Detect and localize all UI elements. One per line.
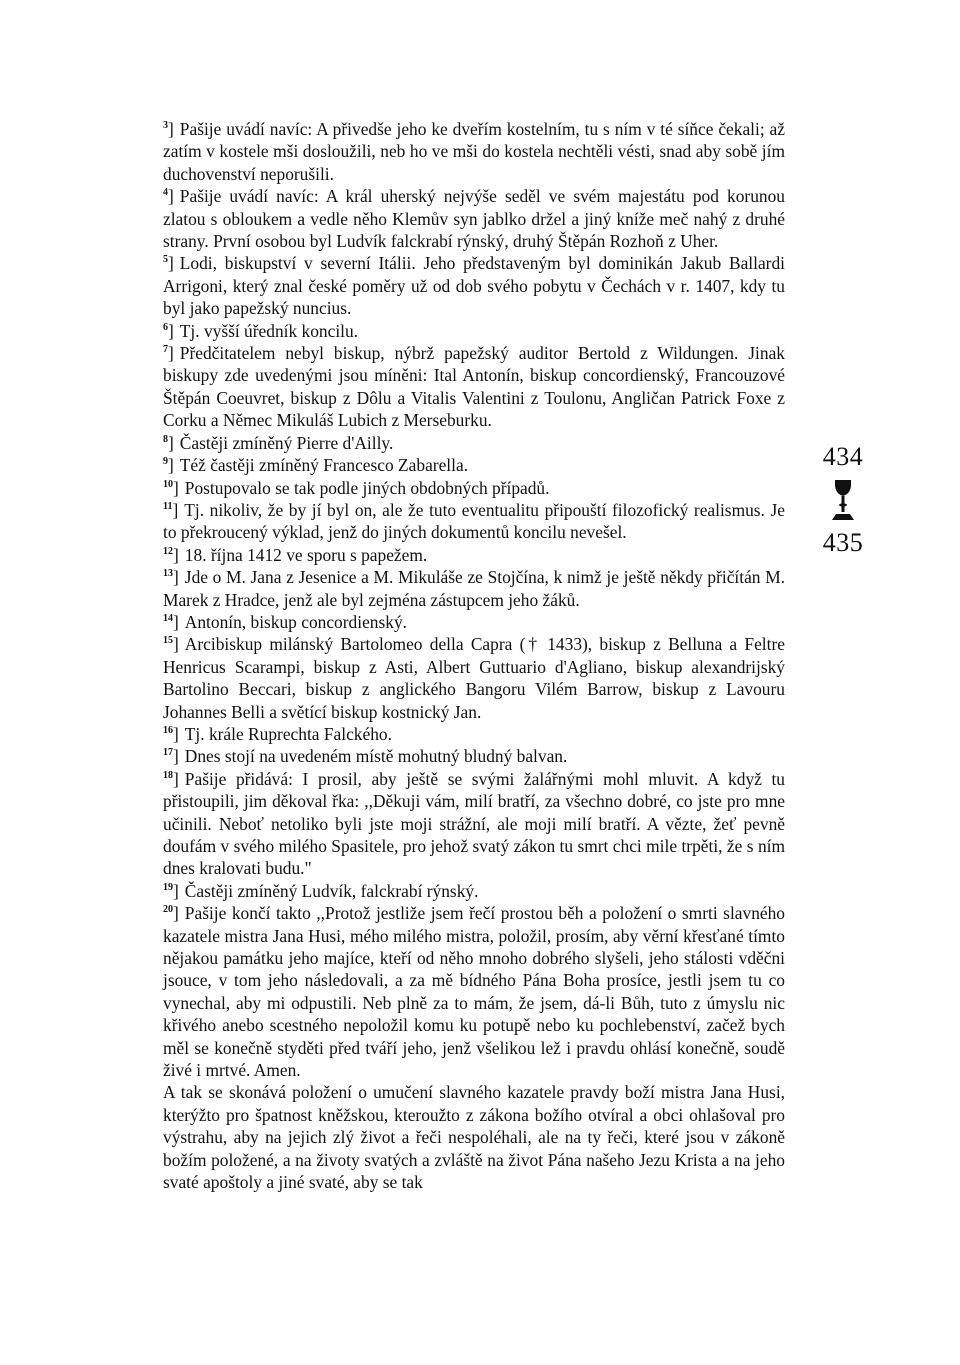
footnote-number: 12 [163,545,173,557]
footnote-marker: $^4$] [163,186,174,207]
footnote-text: Jde o M. Jana z Jesenice a M. Mikuláše ze Stojčína, k nimž je ještě někdy přičítán M. Marek z Hradce, jenž ale byl zejména zástupcem jeho žáků. [163,567,785,610]
footnote [163,633,785,723]
footnote-number: 18 [163,769,173,781]
footnote-list [163,118,785,1081]
footnote-number: 3 [163,120,168,132]
footnote [163,745,785,767]
footnotes-column [163,118,785,1194]
footnote-text: Předčitatelem nebyl biskup, nýbrž papežský auditor Bertold z Wildungen. Jinak biskupy zde uvedenými jsou míněni: Ital Antonín, biskup concordienský, Francouzové Štěpán Coeuvret, biskup z Dôlu a Vitalis Valentini z Toulonu, Angličan Patrick Foxe z Corku a Němec Mikuláš Lubich z Merseburku. [163,343,785,431]
footnote [163,768,785,880]
footnote-number: 9 [163,456,168,468]
page-number-top: 434 [822,442,864,471]
footnote [163,342,785,432]
footnote [163,544,785,566]
footnote-marker: $^{18}$] [163,768,179,789]
footnote-text: Postupovalo se tak podle jiných obdobných případů. [184,477,550,498]
footnote-text: Dnes stojí na uvedeném místě mohutný bludný balvan. [184,746,568,767]
footnote [163,723,785,745]
footnote-text: Častěji zmíněný Pierre d'Ailly. [179,432,394,453]
footnote-number: 5 [163,254,168,266]
footnote-text: Arcibiskup milánský Bartolomeo della Capra († 1433), biskup z Belluna a Feltre Henricus Scarampi, biskup z Asti, Albert Guttuario d'Agliano, biskup alexandrijský Bartolino Beccari, biskup z anglického Bangoru Vilém Barrow, biskup z Lavouru Johannes Belli a světící biskup kostnický Jan. [163,634,785,722]
footnote-marker: $^{11}$] [163,499,179,520]
footnote-marker: $^{12}$] [163,544,179,565]
footnote-number: 17 [163,747,173,759]
footnote-marker: $^{16}$] [163,723,179,744]
footnote [163,118,785,185]
footnote-number: 8 [163,433,168,445]
footnote-text: Pašije končí takto ,,Protož jestliže jsem řečí prostou běh a položení o smrti slavného kazatele mistra Jana Husi, mého milého mistra, položil, prosím, aby věrní křesťané tímto nějakou památku jeho majíce, kteří od něho mnoho dobrého slyšeli, jeho stálosti vděčni jsouce, v tom jeho následovali, a za mě bídného Pána Boha prosíce, jestli jsem tu co vynechal, aby mi odpustili. Neb plně za to mám, že jsem, dá-li Bůh, tuto z úmyslu nic křivého anebo scestného nepoložil komu ku potupě nebo ku pochlebenství, začež bych měl se konečně styděti před tváří jeho, jenž všelikou lež i pravdu ohlásí konečně, soudě živé i mrtvé. Amen. [163,903,785,1081]
footnote-text: Pašije uvádí navíc: A král uherský nejvýše seděl ve svém majestátu pod korunou zlatou s obloukem a vedle něho Klemův syn jablko držel a jiný kníže meč nahý z druhé strany. První osobou byl Ludvík falckrabí rýnský, druhý Štěpán Rozhoň z Uher. [163,186,785,252]
page-number-bottom: 435 [822,528,864,557]
footnote-marker: $^{14}$] [163,611,179,632]
footnote-marker: $^{15}$] [163,634,179,655]
footnote-marker: $^9$] [163,455,174,476]
footnote-marker: $^3$] [163,119,174,139]
footnote [163,454,785,476]
footnote-text: Tj. krále Ruprechta Falckého. [184,723,392,744]
footnote [163,499,785,544]
footnote-number: 10 [163,478,173,490]
footnote-text: Pašije uvádí navíc: A přivedše jeho ke dveřím kostelním, tu s ním v té síňce čekali; až zatím v kostele mši dosloužili, neb ho ve mši do kostela nechtěli vésti, snad aby sobě jím duchovenství neporušili. [163,119,785,184]
footnote-number: 7 [163,344,168,356]
footnote-marker: $^7$] [163,343,174,364]
footnote-text: Častěji zmíněný Ludvík, falckrabí rýnský. [184,880,479,901]
footnote-marker: $^6$] [163,320,174,341]
closing-paragraph: A tak se skonává položení o umučení slavného kazatele pravdy boží mistra Jana Husi, kterýžto pro špatnost kněžskou, kteroužto z zákona božího otvíral a obci ohlašoval pro výstrahu, aby na jejich zlý život a řeči nespoléhali, ale na ty řeči, které jsou v zákoně božím položené, a na životy svatých a zvláště na život Pána našeho Jezu Krista a na jeho svaté apoštoly a jiné svaté, aby se tak [163,1082,785,1193]
footnote-number: 15 [163,635,173,647]
footnote [163,611,785,633]
footnote-marker: $^8$] [163,432,174,453]
footnote-number: 6 [163,321,168,333]
footnote-number: 14 [163,613,173,625]
footnote-marker: $^{13}$] [163,567,179,588]
footnote-text: Pašije přidává: I prosil, aby ještě se svými žalářnými mohl mluvit. A když tu přistoupili, jim děkoval řka: ,,Děkuji vám, milí bratří, za všechno dobré, co jste pro mne učinili. Neboť netoliko byli jste moji strážní, ale moji milí bratří. A vězte, žeť pevně doufám v svého milého Spasitele, pro jehož svatý zákon tu smrt chci mile trpěti, že s ním dnes kralovati budu." [163,768,785,879]
chalice-icon [826,478,860,522]
footnote-text: Antonín, biskup concordienský. [184,611,407,632]
footnote [163,566,785,611]
footnote [163,902,785,1081]
footnote [163,880,785,902]
footnote [163,320,785,342]
footnote-marker: $^{17}$] [163,746,179,767]
footnote-number: 20 [163,904,173,916]
footnote [163,185,785,252]
footnote-text: Tj. vyšší úředník koncilu. [179,320,359,341]
footnote-marker: $^5$] [163,253,174,274]
footnote-number: 13 [163,568,173,580]
footnote [163,252,785,319]
footnote [163,477,785,499]
footnote-number: 19 [163,882,173,894]
footnote-number: 16 [163,725,173,737]
footnote-number: 4 [163,187,168,199]
footnote-text: Též častěji zmíněný Francesco Zabarella. [179,455,469,476]
footnote-marker: $^{19}$] [163,880,179,901]
footnote-marker: $^{20}$] [163,903,179,924]
footnote [163,432,785,454]
footnote-text: 18. října 1412 ve sporu s papežem. [184,544,428,565]
page-marker [812,442,874,558]
footnote-text: Tj. nikoliv, že by jí byl on, ale že tuto eventualitu připouští filozofický realismus. Je to překroucený výklad, jenž do jiných dokumentů koncilu nevešel. [163,499,785,543]
footnote-marker: $^{10}$] [163,477,179,498]
footnote-number: 11 [163,501,173,513]
footnote-text: Lodi, biskupství v severní Itálii. Jeho představeným byl dominikán Jakub Ballardi Arrigoni, který znal české poměry už od dob svého pobytu v Čechách v r. 1407, kdy tu byl jako papežský nuncius. [163,253,785,319]
